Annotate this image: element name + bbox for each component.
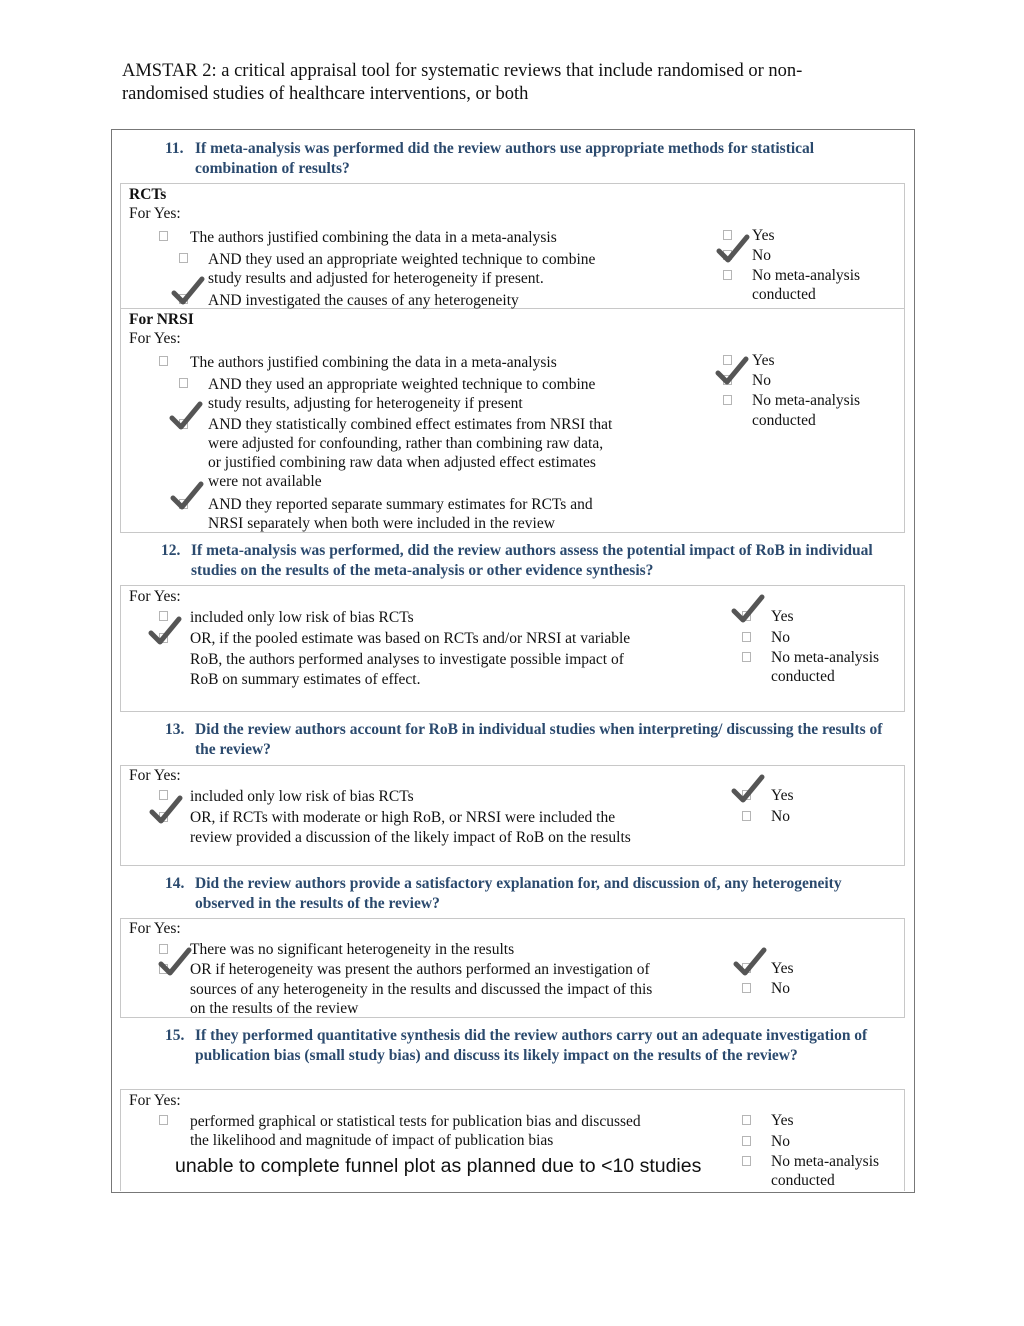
- checkbox-icon[interactable]: [742, 1156, 751, 1166]
- question-number: 14.: [165, 875, 185, 892]
- q15-criterion-1: performed graphical or statistical tests for publication bias and discussed: [190, 1113, 641, 1130]
- q11-nrsi-criterion-2-cont: study results, adjusting for heterogeneity if present: [208, 395, 523, 412]
- checkbox-icon[interactable]: [742, 1136, 751, 1146]
- answer-yes-label: Yes: [771, 787, 794, 804]
- answer-no-label: No: [771, 629, 790, 646]
- q11-nrsi-criterion-4: AND they reported separate summary estimates for RCTs and: [208, 496, 593, 513]
- answer-no-meta-analysis-label-cont: conducted: [752, 412, 816, 429]
- q14-criterion-2: OR if heterogeneity was present the authors performed an investigation of: [190, 961, 650, 978]
- question-14: [165, 874, 895, 914]
- question-text: If they performed quantitative synthesis did the review authors carry out an adequate investigation of publication bias (small study bias) and discuss its likely impact on the results of the review?: [195, 1027, 868, 1064]
- answer-no-label: No: [771, 1133, 790, 1150]
- for-yes-label: For Yes:: [129, 205, 181, 222]
- q14-criterion-2-cont: on the results of the review: [190, 1000, 359, 1017]
- for-yes-label: For Yes:: [129, 920, 181, 937]
- checkbox-icon[interactable]: [723, 270, 732, 280]
- question-15: [165, 1026, 895, 1086]
- question-text: If meta-analysis was performed did the review authors use appropriate methods for statistical combination of results?: [195, 140, 815, 177]
- q13-criterion-2-cont: review provided a discussion of the likely impact of RoB on the results: [190, 829, 631, 846]
- page-title-line-2: randomised studies of healthcare interventions, or both: [122, 84, 529, 104]
- answer-yes-label: Yes: [771, 608, 794, 625]
- q11-nrsi-criterion-2: AND they used an appropriate weighted technique to combine: [208, 376, 596, 393]
- checkmark-icon: [169, 401, 203, 431]
- checkmark-icon: [149, 795, 183, 825]
- answer-no-meta-analysis-label-cont: conducted: [771, 668, 835, 685]
- q11-rcts-criterion-2-cont: study results and adjusted for heterogeneity if present.: [208, 270, 544, 287]
- answer-yes-label: Yes: [752, 227, 775, 244]
- checkbox-icon[interactable]: [742, 811, 751, 821]
- q11-nrsi-criterion-3-cont: were adjusted for confounding, rather than combining raw data,: [208, 435, 604, 452]
- checkmark-icon: [715, 356, 749, 386]
- q11-nrsi-criterion-4-cont: NRSI separately when both were included in the review: [208, 515, 555, 532]
- question-number: 11.: [165, 140, 184, 157]
- q11-nrsi-criterion-3-cont: or justified combining raw data when adjusted effect estimates: [208, 454, 596, 471]
- answer-no-meta-analysis-label-cont: conducted: [771, 1172, 835, 1189]
- checkbox-icon[interactable]: [179, 378, 188, 388]
- q12-criterion-2-cont: RoB, the authors performed analyses to investigate possible impact of: [190, 651, 624, 668]
- q12-criterion-2: OR, if the pooled estimate was based on RCTs and/or NRSI at variable: [190, 630, 631, 647]
- nrsi-heading: For NRSI: [129, 311, 194, 328]
- answer-yes-label: Yes: [771, 1112, 794, 1129]
- page-title-line-1: AMSTAR 2: a critical appraisal tool for systematic reviews that include randomised or non-: [122, 61, 803, 81]
- for-yes-label: For Yes:: [129, 1092, 181, 1109]
- checkbox-icon[interactable]: [742, 652, 751, 662]
- q14-criterion-1: There was no significant heterogeneity in the results: [190, 941, 515, 958]
- checkbox-icon[interactable]: [179, 253, 188, 263]
- q11-nrsi-criterion-3: AND they statistically combined effect estimates from NRSI that: [208, 416, 613, 433]
- q11-rcts-criterion-1: The authors justified combining the data in a meta-analysis: [190, 229, 557, 246]
- checkbox-icon[interactable]: [742, 983, 751, 993]
- q11-rcts-criterion-2: AND they used an appropriate weighted technique to combine: [208, 251, 596, 268]
- q13-criterion-1: included only low risk of bias RCTs: [190, 788, 414, 805]
- q11-rcts-criterion-3: AND investigated the causes of any heterogeneity: [208, 292, 519, 309]
- question-13: [165, 720, 895, 760]
- checkmark-icon: [733, 947, 767, 977]
- q11-nrsi-criterion-3-cont: were not available: [208, 473, 322, 490]
- checkbox-icon[interactable]: [742, 632, 751, 642]
- reviewer-note: unable to complete funnel plot as planned due to <10 studies: [175, 1155, 702, 1177]
- checkbox-icon[interactable]: [742, 1115, 751, 1125]
- q12-criterion-1: included only low risk of bias RCTs: [190, 609, 414, 626]
- answer-no-label: No: [752, 247, 771, 264]
- checkmark-icon: [170, 481, 204, 511]
- question-number: 15.: [165, 1027, 185, 1044]
- answer-yes-label: Yes: [752, 352, 775, 369]
- for-yes-label: For Yes:: [129, 330, 181, 347]
- answer-no-meta-analysis-label: No meta-analysis: [752, 392, 861, 409]
- for-yes-label: For Yes:: [129, 767, 181, 784]
- question-number: 12.: [161, 542, 181, 559]
- question-text: Did the review authors account for RoB in individual studies when interpreting/ discussing the results of the review?: [195, 721, 883, 758]
- checkbox-icon[interactable]: [159, 356, 168, 366]
- answer-no-meta-analysis-label: No meta-analysis: [752, 267, 861, 284]
- answer-no-label: No: [752, 372, 771, 389]
- q11-nrsi-criterion-1: The authors justified combining the data in a meta-analysis: [190, 354, 557, 371]
- q13-criterion-2: OR, if RCTs with moderate or high RoB, or NRSI were included the: [190, 809, 616, 826]
- checkbox-icon[interactable]: [723, 395, 732, 405]
- page-title: [122, 60, 902, 106]
- checkmark-icon: [731, 594, 765, 624]
- checkbox-icon[interactable]: [159, 231, 168, 241]
- answer-no-label: No: [771, 808, 790, 825]
- answer-no-meta-analysis-label: No meta-analysis: [771, 649, 880, 666]
- checkmark-icon: [158, 947, 192, 977]
- answer-no-label: No: [771, 980, 790, 997]
- question-text: If meta-analysis was performed, did the review authors assess the potential impact of RoB in individual studies on the results of the meta-analysis or other evidence synthesis?: [191, 542, 873, 579]
- question-11: [165, 139, 895, 179]
- q12-criterion-2-cont: RoB on summary estimates of effect.: [190, 671, 421, 688]
- checkmark-icon: [171, 276, 205, 306]
- checkbox-icon[interactable]: [159, 1115, 168, 1125]
- q15-criterion-1-cont: the likelihood and magnitude of impact of publication bias: [190, 1132, 554, 1149]
- answer-no-meta-analysis-label: No meta-analysis: [771, 1153, 880, 1170]
- rcts-heading: RCTs: [129, 186, 167, 203]
- checkmark-icon: [148, 616, 182, 646]
- checkmark-icon: [731, 774, 765, 804]
- for-yes-label: For Yes:: [129, 588, 181, 605]
- answer-no-meta-analysis-label-cont: conducted: [752, 286, 816, 303]
- question-number: 13.: [165, 721, 185, 738]
- q14-criterion-2-cont: sources of any heterogeneity in the results and discussed the impact of this: [190, 981, 653, 998]
- question-12: [161, 541, 896, 581]
- answer-yes-label: Yes: [771, 960, 794, 977]
- checkmark-icon: [716, 234, 750, 264]
- question-text: Did the review authors provide a satisfactory explanation for, and discussion of, any heterogeneity observed in the results of the review?: [195, 875, 842, 912]
